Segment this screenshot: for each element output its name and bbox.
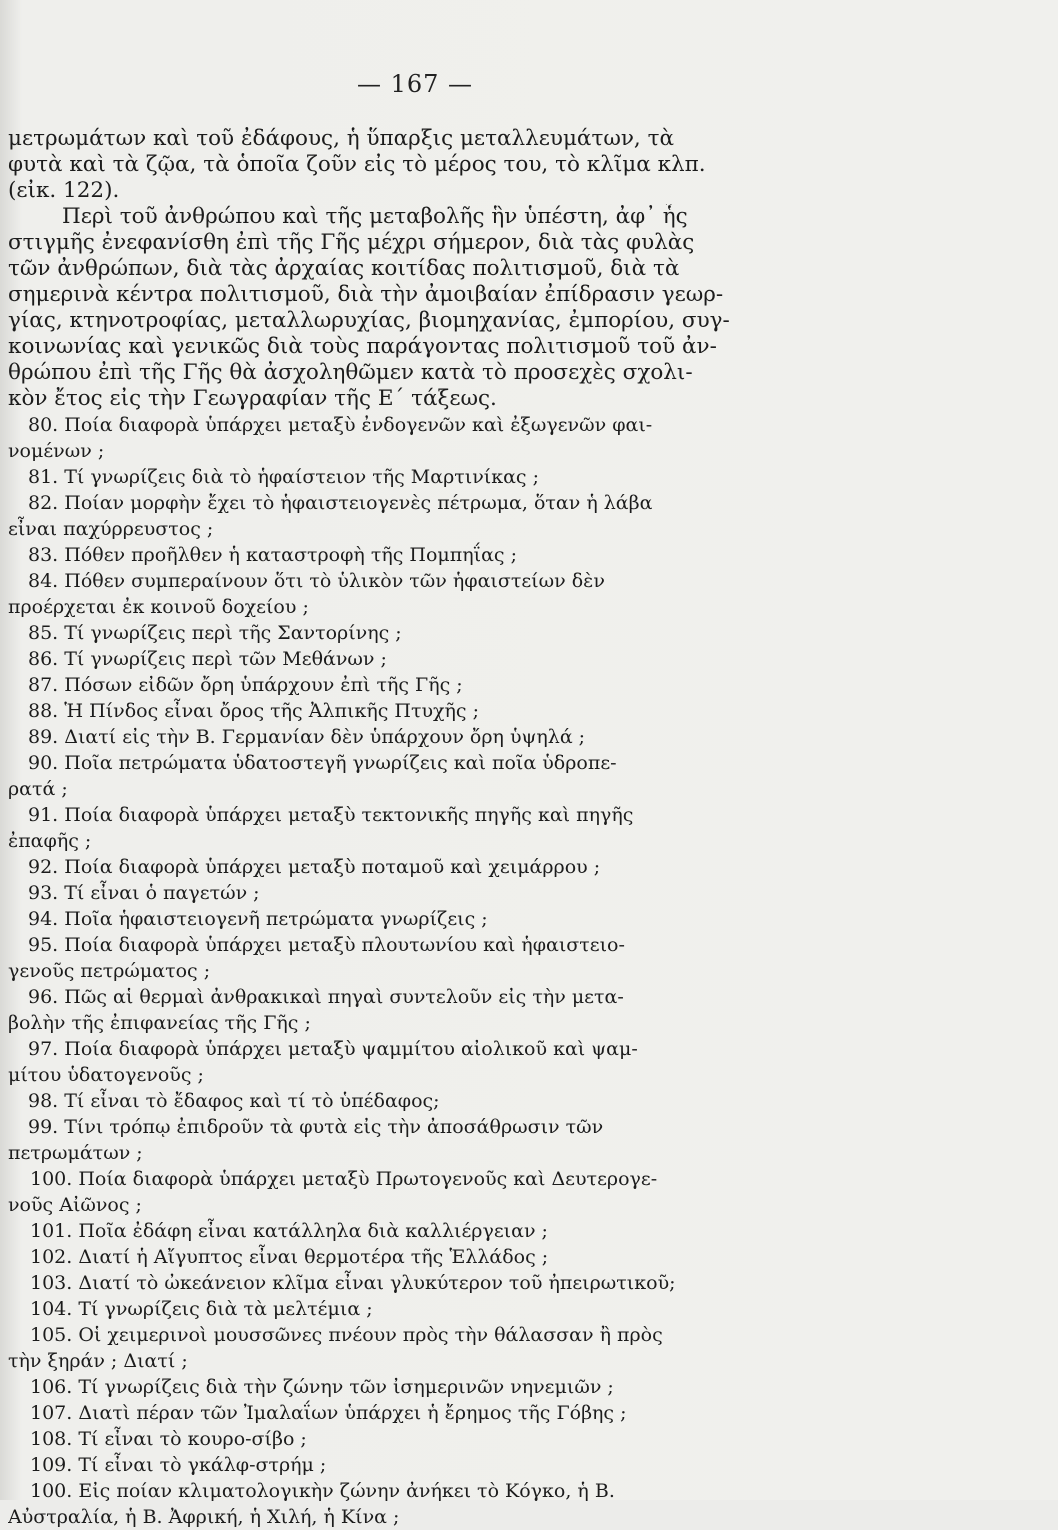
question-continuation: Αὐστραλία, ἡ Β. Ἀφρική, ἡ Χιλή, ἡ Κίνα ;: [8, 1506, 400, 1528]
question-item: 85. Τί γνωρίζεις περὶ τῆς Σαντορίνης ;: [28, 622, 402, 644]
question-item: 81. Τί γνωρίζεις διὰ τὸ ἡφαίστειον τῆς Μαρτινίκας ;: [28, 466, 540, 488]
question-continuation: τὴν ξηράν ; Διατί ;: [8, 1350, 188, 1372]
question-item: 109. Τί εἶναι τὸ γκάλφ-στρήμ ;: [30, 1454, 327, 1476]
question-item: 106. Τί γνωρίζεις διὰ τὴν ζώνην τῶν ἰσημερινῶν νηνεμιῶν ;: [30, 1376, 614, 1398]
question-continuation: βολὴν τῆς ἐπιφανείας τῆς Γῆς ;: [8, 1012, 311, 1034]
question-continuation: πετρωμάτων ;: [8, 1142, 143, 1164]
question-item: 103. Διατί τὸ ὠκεάνειον κλῖμα εἶναι γλυκύτερον τοῦ ἠπειρωτικοῦ;: [30, 1272, 676, 1294]
question-item: 87. Πόσων εἰδῶν ὄρη ὑπάρχουν ἐπὶ τῆς Γῆς ;: [28, 674, 463, 696]
text-line: στιγμῆς ἐνεφανίσθη ἐπὶ τῆς Γῆς μέχρι σήμερον, διὰ τὰς φυλὰς: [8, 230, 695, 255]
text-line: σημερινὰ κέντρα πολιτισμοῦ, διὰ τὴν ἀμοιβαίαν ἐπίδρασιν γεωρ-: [8, 282, 724, 307]
question-item: 91. Ποία διαφορὰ ὑπάρχει μεταξὺ τεκτονικῆς πηγῆς καὶ πηγῆς: [28, 804, 634, 826]
question-item: 90. Ποῖα πετρώματα ὑδατοστεγῆ γνωρίζεις καὶ ποῖα ὑδροπε-: [28, 752, 617, 774]
text-line: τῶν ἀνθρώπων, διὰ τὰς ἀρχαίας κοιτίδας πολιτισμοῦ, διὰ τὰ: [8, 256, 680, 281]
question-item: 100. Εἰς ποίαν κλιματολογικὴν ζώνην ἀνήκει τὸ Κόγκο, ἡ Β.: [30, 1480, 615, 1502]
question-item: 83. Πόθεν προῆλθεν ἡ καταστροφὴ τῆς Πομπηΐας ;: [28, 544, 517, 566]
question-continuation: νοῦς Αἰῶνος ;: [8, 1194, 142, 1216]
question-continuation: μίτου ὑδατογενοῦς ;: [8, 1064, 204, 1086]
question-continuation: ρατά ;: [8, 778, 68, 800]
text-line: φυτὰ καὶ τὰ ζῷα, τὰ ὁποῖα ζοῦν εἰς τὸ μέρος του, τὸ κλῖμα κλπ.: [8, 152, 706, 177]
text-line: θρώπου ἐπὶ τῆς Γῆς θὰ ἀσχοληθῶμεν κατὰ τὸ προσεχὲς σχολι-: [8, 360, 693, 385]
question-item: 95. Ποία διαφορὰ ὑπάρχει μεταξὺ πλουτωνίου καὶ ἡφαιστειο-: [28, 934, 625, 956]
body-text: [8, 126, 838, 1530]
text-line: μετρωμάτων καὶ τοῦ ἐδάφους, ἡ ὕπαρξις μεταλλευμάτων, τὰ: [8, 126, 675, 151]
question-item: 92. Ποία διαφορὰ ὑπάρχει μεταξὺ ποταμοῦ καὶ χειμάρρου ;: [28, 856, 601, 878]
question-item: 84. Πόθεν συμπεραίνουν ὅτι τὸ ὑλικὸν τῶν ἡφαιστείων δὲν: [28, 570, 605, 592]
question-item: 97. Ποία διαφορὰ ὑπάρχει μεταξὺ ψαμμίτου αἰολικοῦ καὶ ψαμ-: [28, 1038, 638, 1060]
question-item: 100. Ποία διαφορὰ ὑπάρχει μεταξὺ Πρωτογενοῦς καὶ Δευτερογε-: [30, 1168, 658, 1190]
question-continuation: προέρχεται ἐκ κοινοῦ δοχείου ;: [8, 596, 309, 618]
text-line: κὸν ἔτος εἰς τὴν Γεωγραφίαν τῆς Ε΄ τάξεως.: [8, 386, 497, 411]
question-item: 86. Τί γνωρίζεις περὶ τῶν Μεθάνων ;: [28, 648, 387, 670]
question-item: 88. Ἡ Πίνδος εἶναι ὄρος τῆς Ἀλπικῆς Πτυχῆς ;: [28, 700, 479, 722]
question-item: 89. Διατί εἰς τὴν Β. Γερμανίαν δὲν ὑπάρχουν ὄρη ὑψηλά ;: [28, 726, 586, 748]
page-number: — 167 —: [356, 70, 474, 98]
question-item: 104. Τί γνωρίζεις διὰ τὰ μελτέμια ;: [30, 1298, 373, 1320]
question-item: 94. Ποῖα ἡφαιστειογενῆ πετρώματα γνωρίζεις ;: [28, 908, 488, 930]
question-item: 101. Ποῖα ἐδάφη εἶναι κατάλληλα διὰ καλλιέργειαν ;: [30, 1220, 548, 1242]
question-item: 108. Τί εἶναι τὸ κουρο-σίβο ;: [30, 1428, 307, 1450]
question-item: 82. Ποίαν μορφὴν ἔχει τὸ ἡφαιστειογενὲς πέτρωμα, ὅταν ἡ λάβα: [28, 492, 653, 514]
question-continuation: νομένων ;: [8, 440, 105, 462]
question-item: 98. Τί εἶναι τὸ ἔδαφος καὶ τί τὸ ὑπέδαφος;: [28, 1090, 440, 1112]
question-continuation: γενοῦς πετρώματος ;: [8, 960, 211, 982]
question-continuation: εἶναι παχύρρευστος ;: [8, 518, 214, 540]
question-item: 105. Οἱ χειμερινοὶ μουσσῶνες πνέουν πρὸς τὴν θάλασσαν ἢ πρὸς: [30, 1324, 663, 1346]
question-item: 80. Ποία διαφορὰ ὑπάρχει μεταξὺ ἐνδογενῶν καὶ ἐξωγενῶν φαι-: [28, 414, 653, 436]
text-line: κοινωνίας καὶ γενικῶς διὰ τοὺς παράγοντας πολιτισμοῦ τοῦ ἀν-: [8, 334, 717, 359]
question-continuation: ἐπαφῆς ;: [8, 830, 92, 852]
paragraph-start: Περὶ τοῦ ἀνθρώπου καὶ τῆς μεταβολῆς ἣν ὑπέστη, ἀφ᾽ ἧς: [62, 204, 688, 229]
question-item: 93. Τί εἶναι ὁ παγετών ;: [28, 882, 260, 904]
question-item: 102. Διατί ἡ Αἴγυπτος εἶναι θερμοτέρα τῆς Ἑλλάδος ;: [30, 1246, 549, 1268]
question-item: 96. Πῶς αἱ θερμαὶ ἀνθρακικαὶ πηγαὶ συντελοῦν εἰς τὴν μετα-: [28, 986, 624, 1008]
text-line: (εἰκ. 122).: [8, 178, 120, 203]
question-item: 99. Τίνι τρόπῳ ἐπιδροῦν τὰ φυτὰ εἰς τὴν ἀποσάθρωσιν τῶν: [28, 1116, 604, 1138]
question-item: 107. Διατὶ πέραν τῶν Ἰμαλαΐων ὑπάρχει ἡ ἔρημος τῆς Γόβης ;: [30, 1402, 627, 1424]
text-line: γίας, κτηνοτροφίας, μεταλλωρυχίας, βιομηχανίας, ἐμπορίου, συγ-: [8, 308, 730, 333]
